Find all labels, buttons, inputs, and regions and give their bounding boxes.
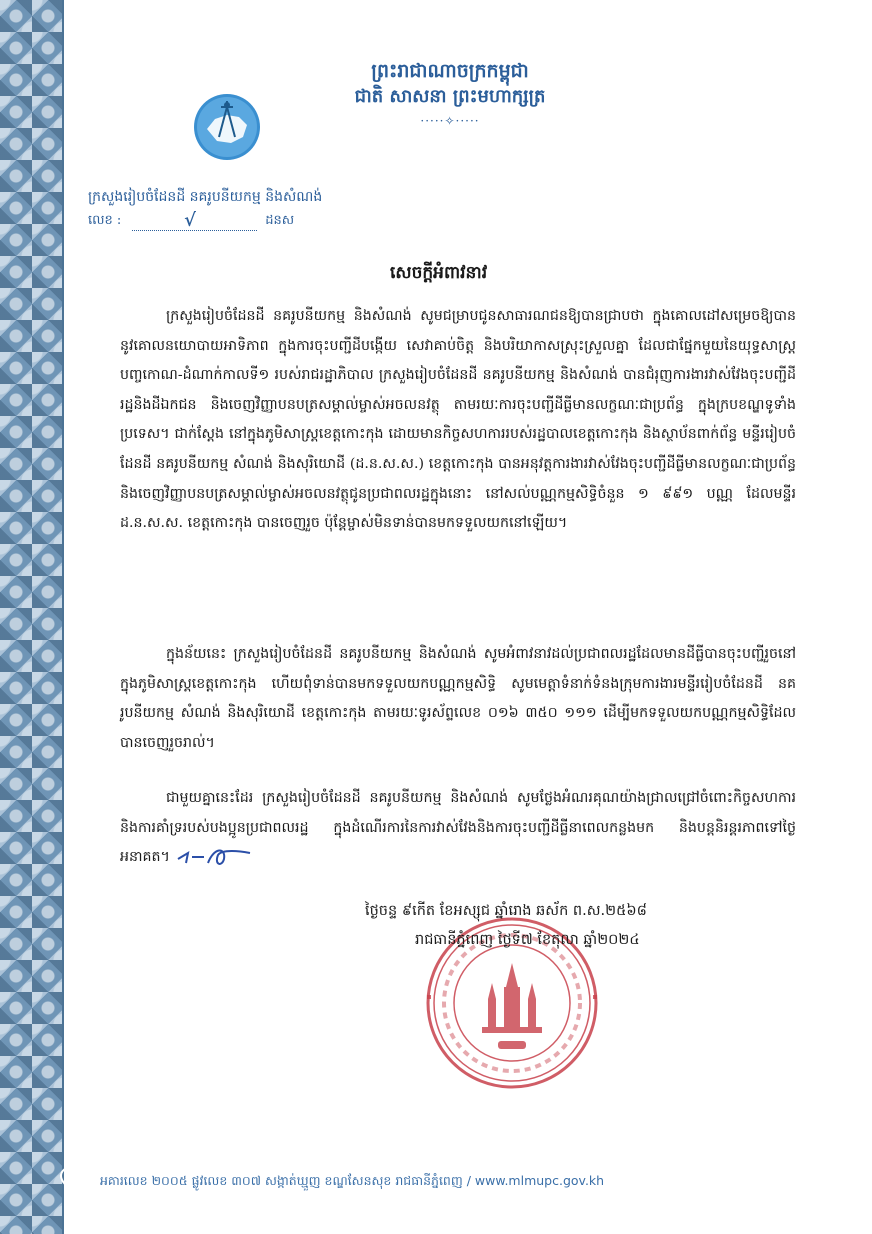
reference-label: លេខ : xyxy=(88,213,122,228)
handwritten-check-icon: √ xyxy=(184,210,196,231)
ministry-name: ក្រសួងរៀបចំដែនដី នគរូបនីយកម្ម និងសំណង់ xyxy=(88,189,323,205)
paragraph-3-text: ជាមួយគ្នានេះដែរ ក្រសួងរៀបចំដែនដី នគរូបនីយកម្ម និងសំណង់ សូមថ្លែងអំណរគុណយ៉ាងជ្រាលជ្រៅចំពោះកិច្ចសហការ និងការគាំទ្ររបស់បងប្អូនប្រជាពលរដ្ឋ ក្នុងដំណើរការនៃការវាស់វែងនិងការចុះបញ្ជីដីធ្លីនាពេលកន្លងមក និងបន្តនិរន្តរភាពទៅថ្ងៃអនាគត។ xyxy=(120,790,796,866)
footer-address: អគារលេខ ២០០៥ ផ្លូវលេខ ៣០៧ សង្កាត់ឃ្មួញ ខណ្ឌសែនសុខ រាជធានីភ្នំពេញ / www.mlmupc.gov.kh xyxy=(100,1173,605,1188)
body-paragraph-2 xyxy=(120,640,796,758)
reference-blank xyxy=(132,210,257,231)
paragraph-2-text: ក្នុងន័យនេះ ក្រសួងរៀបចំដែនដី នគរូបនីយកម្ម និងសំណង់ សូមអំពាវនាវដល់ប្រជាពលរដ្ឋដែលមានដីធ្លីបានចុះបញ្ជីរួចនៅក្នុងភូមិសាស្ត្រខេត្តកោះកុង ហើយពុំទាន់បានមកទទួលយកបណ្ណកម្មសិទ្ធិ សូមមេត្តាទំនាក់ទំនងក្រុមការងារមន្ទីររៀបចំដែនដី នគរូបនីយកម្ម សំណង់ និងសុរិយោដី ខេត្តកោះកុង តាមរយៈទូរស័ព្ទលេខ ០១៦ ៣៥០ ១១១ ដើម្បីមកទទួលយកបណ្ណកម្មសិទ្ធិដែលបានចេញរួចរាល់។ xyxy=(120,646,796,751)
solar-date-place: រាជធានីភ្នំពេញ ថ្ងៃទី៧ ខែតុលា ឆ្នាំ២០២៤ xyxy=(415,932,640,948)
national-motto: ជាតិ សាសនា ព្រះមហាក្សត្រ xyxy=(354,86,546,107)
reference-number xyxy=(88,212,308,231)
kingdom-header xyxy=(300,58,600,128)
initials-signature-icon xyxy=(174,843,254,871)
kingdom-title: ព្រះរាជាណាចក្រកម្ពុជា xyxy=(371,60,529,82)
header-ornament: ·····✧····· xyxy=(420,114,480,128)
paragraph-1-text: ក្រសួងរៀបចំដែនដី នគរូបនីយកម្ម និងសំណង់ សូមជម្រាបជូនសាធារណជនឱ្យបានជ្រាបថា ក្នុងគោលដៅសម្រេចឱ្យបាននូវគោលនយោបាយអាទិភាព ក្នុងការចុះបញ្ជីដីបង្កើយ សេវាគាប់ចិត្ត និងបរិយាកាសស្រុះស្រួលគ្នា ដែលជាផ្នែកមួយនៃយុទ្ធសាស្ត្របញ្ចកោណ-ដំណាក់កាលទី១ របស់រាជរដ្ឋាភិបាល ក្រសួងរៀបចំដែនដី នគរូបនីយកម្ម និងសំណង់ បានជំរុញការងារវាស់វែងចុះបញ្ជីដីរដ្ឋនិងដីឯកជន និងចេញវិញ្ញាបនបត្រសម្គាល់ម្ចាស់អចលនវត្ថុ តាមរយៈការចុះបញ្ជីដីធ្លីមានលក្ខណៈជាប្រព័ន្ធ ក្នុងក្របខណ្ឌទូទាំងប្រទេស។ ជាក់ស្តែង នៅក្នុងភូមិសាស្ត្រខេត្តកោះកុង ដោយមានកិច្ចសហការរបស់រដ្ឋបាលខេត្តកោះកុង និងស្ថាប័នពាក់ព័ន្ធ មន្ទីររៀបចំដែនដី នគរូបនីយកម្ម សំណង់ និងសុរិយោដី (ដ.ន.ស.ស.) ខេត្តកោះកុង បានអនុវត្តការងារវាស់វែងចុះបញ្ជីដីធ្លីមានលក្ខណៈជាប្រព័ន្ធ និងចេញវិញ្ញាបនបត្រសម្គាល់ម្ចាស់អចលនវត្ថុជូនប្រជាពលរដ្ឋក្នុងនោះ នៅសល់បណ្ណកម្មសិទ្ធិចំនួន ១ ៩៩១ បណ្ណ ដែលមន្ទីរ ដ.ន.ស.ស. ខេត្តកោះកុង បានចេញរួច ប៉ុន្តែម្ចាស់មិនទាន់បានមកទទួលយកនៅឡើយ។ xyxy=(120,308,796,532)
decorative-border-strip xyxy=(0,0,64,1234)
body-paragraph-1 xyxy=(120,302,796,539)
ministry-logo-icon xyxy=(193,93,261,161)
border-divider xyxy=(62,0,64,1234)
body-paragraph-3 xyxy=(120,784,796,873)
location-pin-icon xyxy=(58,1166,80,1190)
lunar-date: ថ្ងៃចន្ទ ៩កើត ខែអស្សុជ ឆ្នាំរោង ឆស័ក ព.ស.២៥៦៨ xyxy=(365,903,647,919)
document-title: សេចក្តីអំពាវនាវ xyxy=(390,263,488,283)
reference-suffix: ដនស xyxy=(265,213,295,228)
